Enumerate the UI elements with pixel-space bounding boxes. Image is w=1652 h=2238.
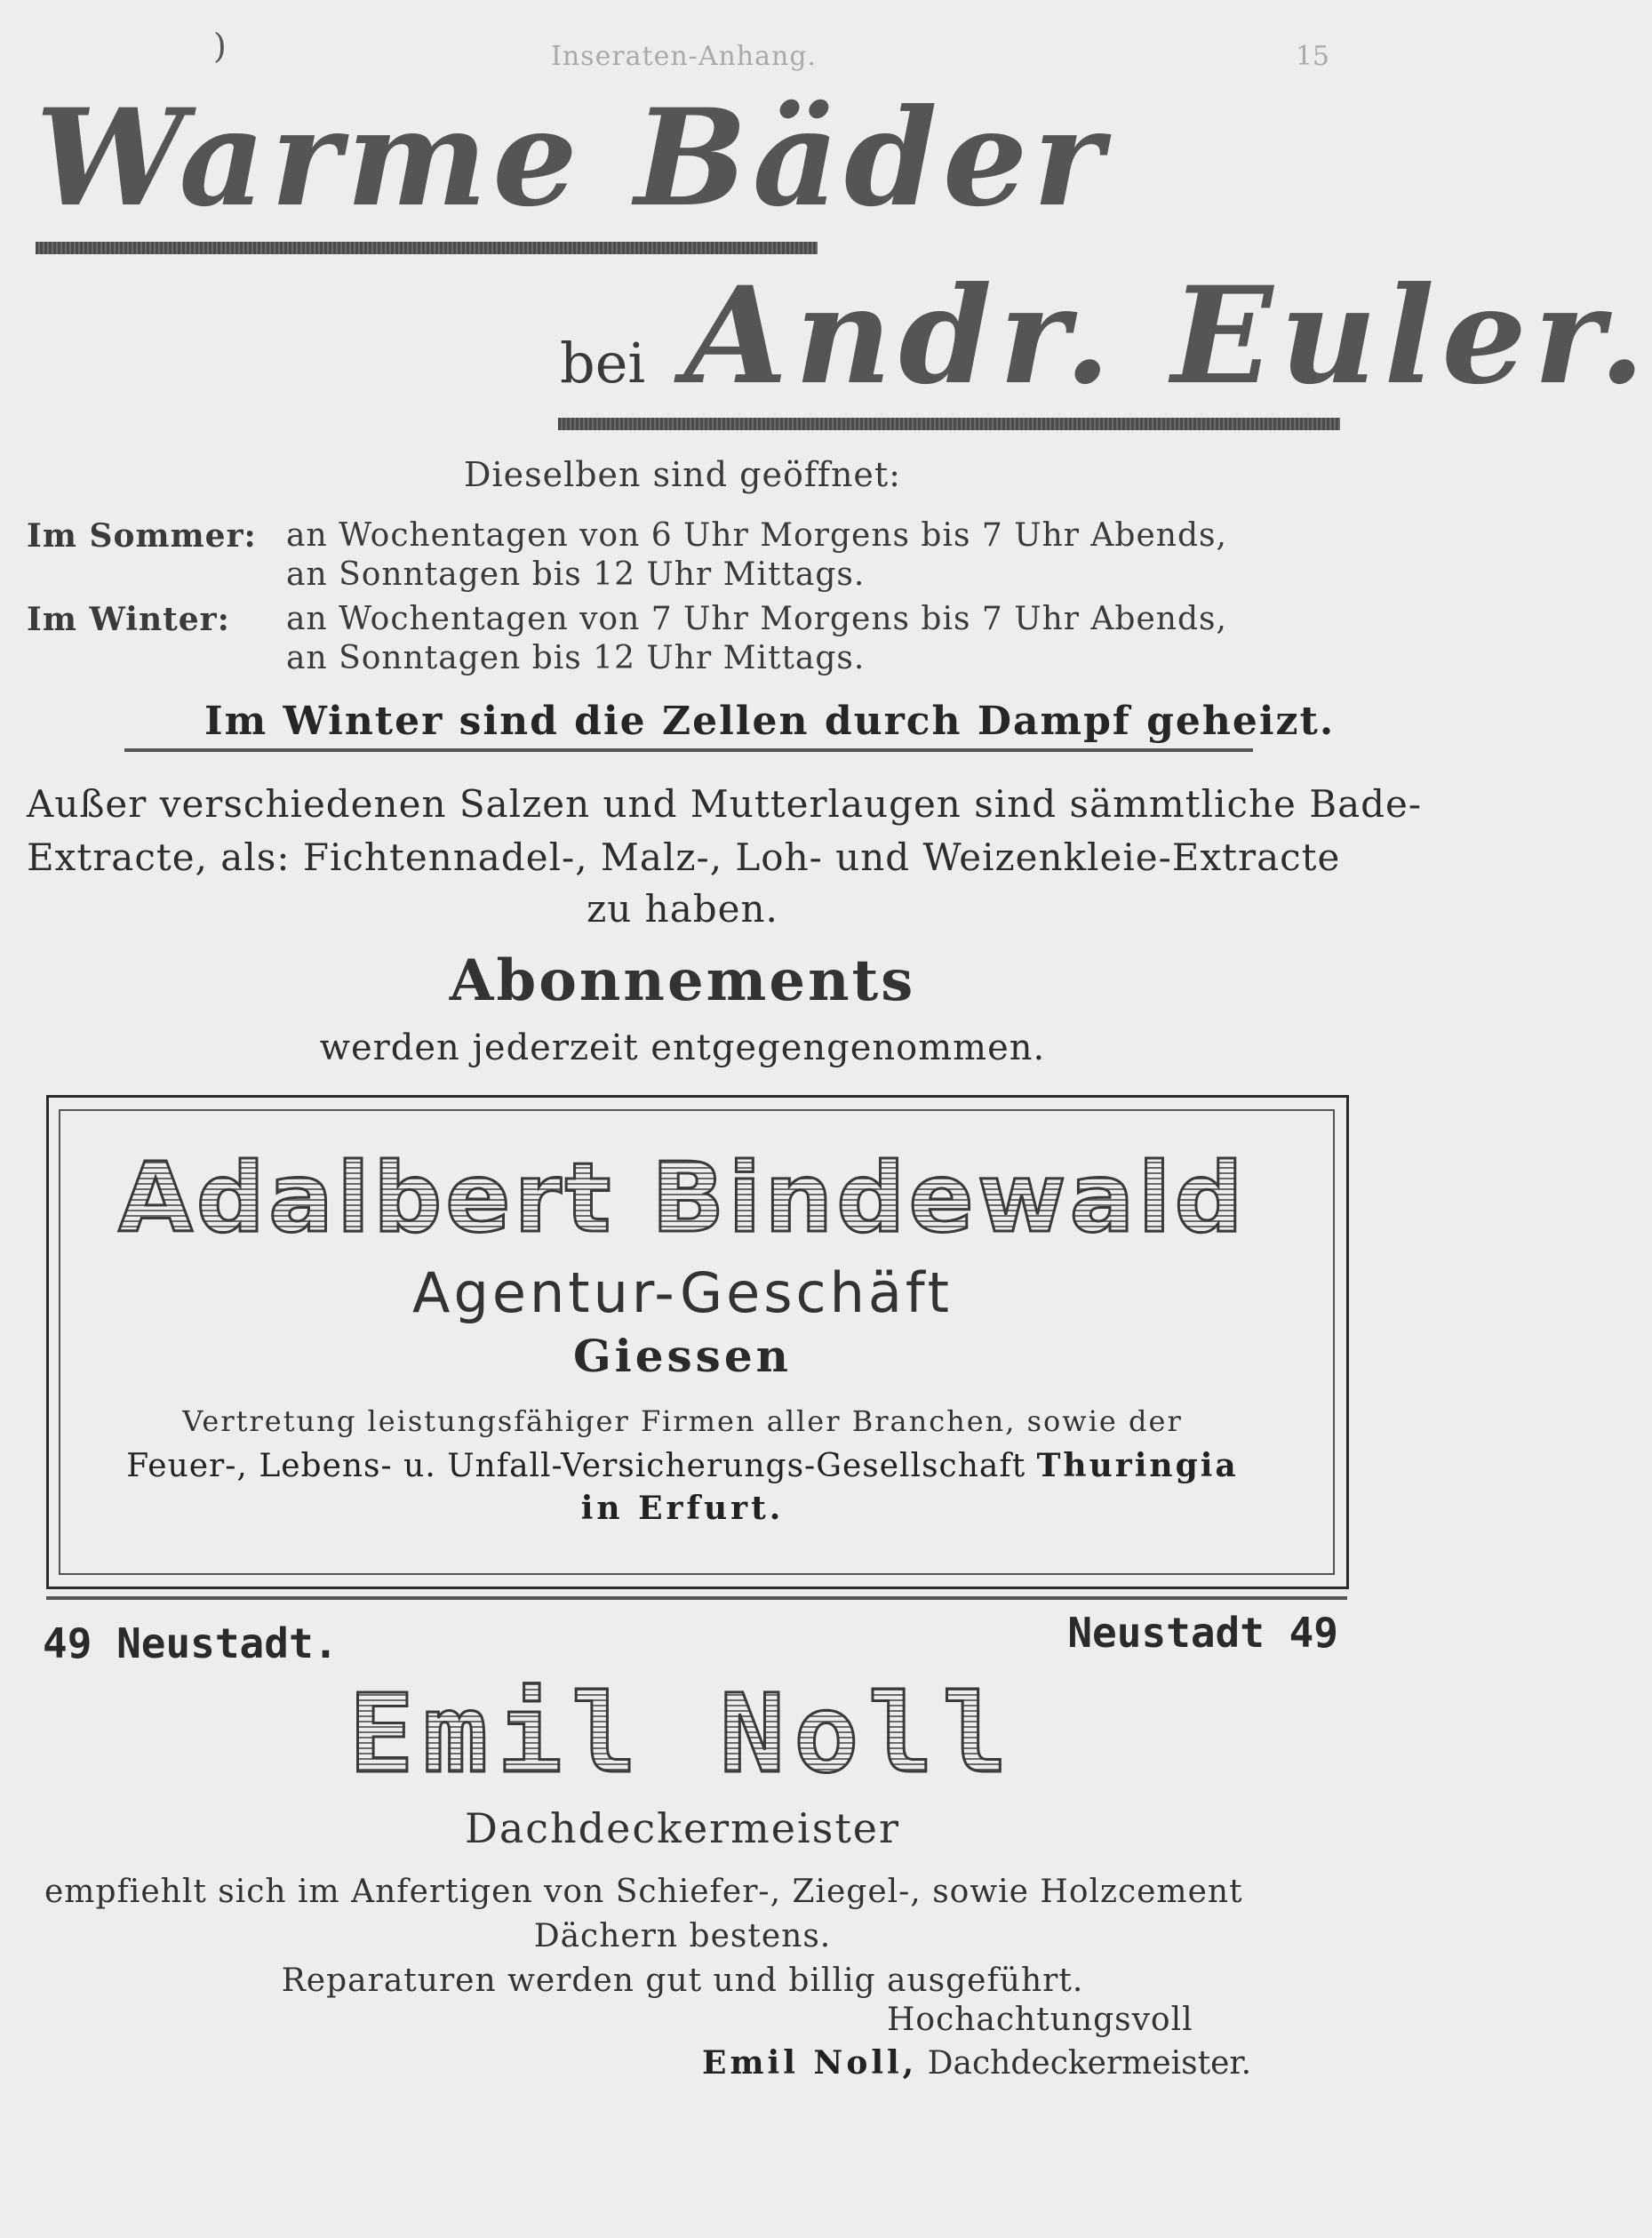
title-rule-top (36, 242, 818, 254)
stray-mark: ) (213, 27, 227, 66)
salts-line-2: Extracte, als: Fichtennadel-, Malz-, Loh- und Weizenkleie-Extracte (27, 835, 1341, 879)
noll-name: Emil Noll (0, 1671, 1365, 1797)
running-title: Inseraten-Anhang. (551, 41, 818, 72)
noll-line-3: Reparaturen werden gut und billig ausgeführt. (281, 1962, 1084, 1999)
opened-line: Dieselben sind geöffnet: (463, 455, 901, 494)
noll-closing: Hochachtungsvoll (887, 2002, 1193, 2038)
box-bottom-rule (46, 1596, 1347, 1600)
euler-title: Warme Bäder (36, 80, 1109, 236)
signature-trade: Dachdeckermeister. (927, 2045, 1252, 2082)
salts-line-3: zu haben. (587, 887, 778, 931)
summer-label: Im Sommer: (27, 517, 257, 555)
bindewald-business: Agentur-Geschäft (412, 1260, 953, 1325)
noll-address-left: 49 Neustadt. (43, 1619, 339, 1667)
noll-address-right: Neustadt 49 (1067, 1609, 1338, 1657)
bindewald-line-2 (0, 1447, 1365, 1484)
noll-trade: Dachdeckermeister (464, 1804, 901, 1852)
heated-rule (124, 748, 1253, 752)
euler-owner: Andr. Euler. (684, 258, 1652, 414)
winter-weekday: an Wochentagen von 7 Uhr Morgens bis 7 Uhr Abends, (286, 601, 1227, 637)
page-number: 15 (1295, 41, 1329, 72)
noll-line-2: Dächern bestens. (533, 1918, 832, 1954)
signature-name: Emil Noll, (702, 2044, 918, 2082)
euler-bei: bei (560, 331, 646, 396)
summer-weekday: an Wochentagen von 6 Uhr Morgens bis 7 Uhr Abends, (286, 517, 1227, 554)
bindewald-line-3: in Erfurt. (580, 1490, 785, 1527)
insurer-name: Thuringia (1036, 1447, 1239, 1484)
noll-line-1: empfiehlt sich im Anfertigen von Schiefer-, Ziegel-, sowie Holzcement (44, 1874, 1243, 1910)
heated-note: Im Winter sind die Zellen durch Dampf geheizt. (204, 699, 1336, 744)
salts-line-1: Außer verschiedenen Salzen und Mutterlaugen sind sämmtliche Bade- (27, 782, 1423, 826)
title-rule-bottom (558, 418, 1340, 430)
abonnements-heading: Abonnements (449, 947, 916, 1014)
bindewald-city: Giessen (573, 1330, 792, 1382)
summer-sunday: an Sonntagen bis 12 Uhr Mittags. (286, 556, 866, 593)
insurer-desc: Feuer-, Lebens- u. Unfall-Versicherungs-Gesellschaft (126, 1448, 1026, 1484)
noll-signature (702, 2044, 1251, 2082)
winter-sunday: an Sonntagen bis 12 Uhr Mittags. (286, 640, 866, 676)
bindewald-line-1: Vertretung leistungsfähiger Firmen aller Branchen, sowie der (182, 1404, 1183, 1438)
winter-label: Im Winter: (27, 601, 230, 638)
bindewald-name: Adalbert Bindewald (0, 1143, 1365, 1254)
abonnements-sub: werden jederzeit entgegengenommen. (319, 1027, 1046, 1068)
